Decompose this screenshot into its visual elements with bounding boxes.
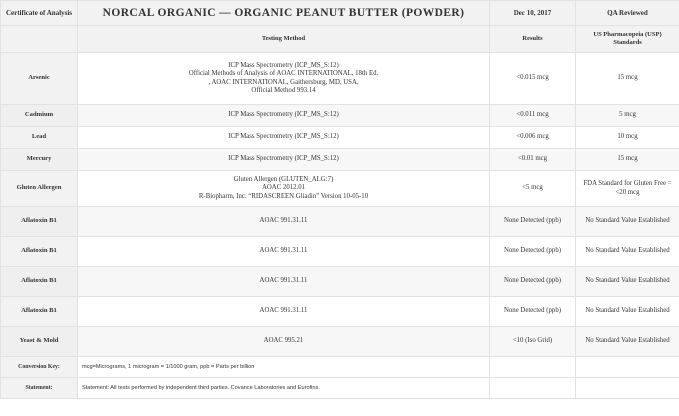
- method-line: AOAC 991.31.11: [259, 277, 308, 285]
- test-rows: [1, 53, 679, 357]
- table-row: [1, 327, 679, 357]
- usp-standard: 15 mcg: [576, 149, 679, 171]
- result-value: <0.01 mcg: [490, 149, 576, 171]
- statement-label: Statement:: [1, 378, 78, 399]
- method-line: AOAC 991.31.11: [259, 307, 308, 315]
- analyte-label: Yeast & Mold: [1, 327, 78, 357]
- analyte-label: Aflatoxin B1: [1, 297, 78, 327]
- analyte-label: Aflatoxin B1: [1, 267, 78, 297]
- method-line: AOAC 995.21: [263, 337, 304, 345]
- table-row: [1, 127, 679, 149]
- testing-method: [78, 327, 490, 357]
- analyte-label: Arsenic: [1, 53, 78, 105]
- conversion-row: [1, 357, 679, 378]
- result-value: <5 mcg: [490, 171, 576, 207]
- usp-standard: No Standard Value Established: [576, 237, 679, 267]
- method-line: ICP Mass Spectrometry (ICP_MS_S:12): [228, 61, 339, 69]
- analyte-label: Gluten Allergen: [1, 171, 78, 207]
- table-row: [1, 105, 679, 127]
- result-value: None Detected (ppb): [490, 237, 576, 267]
- analyte-label: Lead: [1, 127, 78, 149]
- result-value: <0.011 mcg: [490, 105, 576, 127]
- method-line: , AOAC INTERNATIONAL, Gaithersburg, MD, USA,: [208, 78, 359, 86]
- method-line: AOAC 991.31.11: [259, 247, 308, 255]
- column-header-results: Results: [490, 26, 576, 53]
- testing-method: [78, 53, 490, 105]
- method-line: Official Method 993.14: [251, 87, 316, 94]
- method-line: ICP Mass Spectrometry (ICP_MS_S:12): [228, 155, 339, 163]
- statement-empty-1: [490, 378, 576, 399]
- page-title: NORCAL ORGANIC — ORGANIC PEANUT BUTTER (POWDER): [78, 1, 490, 26]
- method-line: AOAC 991.31.11: [259, 217, 308, 225]
- result-value: None Detected (ppb): [490, 207, 576, 237]
- usp-standard: No Standard Value Established: [576, 267, 679, 297]
- method-line: Gluten Allergen (GLUTEN_ALG:7): [233, 175, 334, 183]
- usp-standard: No Standard Value Established: [576, 327, 679, 357]
- testing-method: [78, 171, 490, 207]
- method-line: Official Methods of Analysis of AOAC INTERNATIONAL, 18th Ed.: [188, 70, 379, 77]
- analyte-label: Cadmium: [1, 105, 78, 127]
- usp-standard: No Standard Value Established: [576, 207, 679, 237]
- review-status: QA Reviewed: [576, 1, 679, 26]
- table-row: [1, 149, 679, 171]
- testing-method: [78, 149, 490, 171]
- table-row: [1, 171, 679, 207]
- empty-header-cell: [1, 26, 78, 53]
- testing-method: [78, 127, 490, 149]
- method-line: R-Biopharm, Inc. “RIDASCREEN Gliadin” Version 10-05-10: [198, 192, 369, 200]
- testing-method: [78, 207, 490, 237]
- analyte-label: Aflatoxin B1: [1, 237, 78, 267]
- table-row: [1, 297, 679, 327]
- table-row: [1, 53, 679, 105]
- conversion-key-text: mcg=Micrograms, 1 microgram = 1/1000 gram, ppb = Parts per billion: [78, 357, 490, 378]
- result-value: <0.015 mcg: [490, 53, 576, 105]
- testing-method: [78, 297, 490, 327]
- analyte-label: Aflatoxin B1: [1, 207, 78, 237]
- result-value: <10 (Iso Grid): [490, 327, 576, 357]
- column-header-row: [1, 26, 679, 53]
- statement-text: Statement: All tests performed by independent third parties. Covance Laboratories and Eurofins.: [78, 378, 490, 399]
- column-header-method: Testing Method: [78, 26, 490, 53]
- testing-method: [78, 237, 490, 267]
- table-row: [1, 267, 679, 297]
- usp-standard: 15 mcg: [576, 53, 679, 105]
- usp-standard: No Standard Value Established: [576, 297, 679, 327]
- table-row: [1, 207, 679, 237]
- result-value: None Detected (ppb): [490, 267, 576, 297]
- method-line: AOAC 2012.01: [261, 184, 306, 192]
- statement-row: [1, 378, 679, 399]
- report-date: Dec 10, 2017: [490, 1, 576, 26]
- testing-method: [78, 267, 490, 297]
- result-value: <0.006 mcg: [490, 127, 576, 149]
- method-line: ICP Mass Spectrometry (ICP_MS_S:12): [228, 111, 339, 119]
- result-value: None Detected (ppb): [490, 297, 576, 327]
- method-line: ICP Mass Spectrometry (ICP_MS_S:12): [228, 133, 339, 141]
- conversion-empty-2: [576, 357, 679, 378]
- conversion-key-label: Conversion Key:: [1, 357, 78, 378]
- table-row: [1, 237, 679, 267]
- doc-label: Certificate of Analysis: [1, 1, 78, 26]
- testing-method: [78, 105, 490, 127]
- analyte-label: Mercury: [1, 149, 78, 171]
- statement-empty-2: [576, 378, 679, 399]
- usp-standard: 5 mcg: [576, 105, 679, 127]
- usp-standard: FDA Standard for Gluten Free = <20 mcg: [576, 171, 679, 207]
- conversion-empty-1: [490, 357, 576, 378]
- header-row: [1, 1, 679, 26]
- column-header-standards: US Pharmacopeia (USP) Standards: [576, 26, 679, 53]
- usp-standard: 10 mcg: [576, 127, 679, 149]
